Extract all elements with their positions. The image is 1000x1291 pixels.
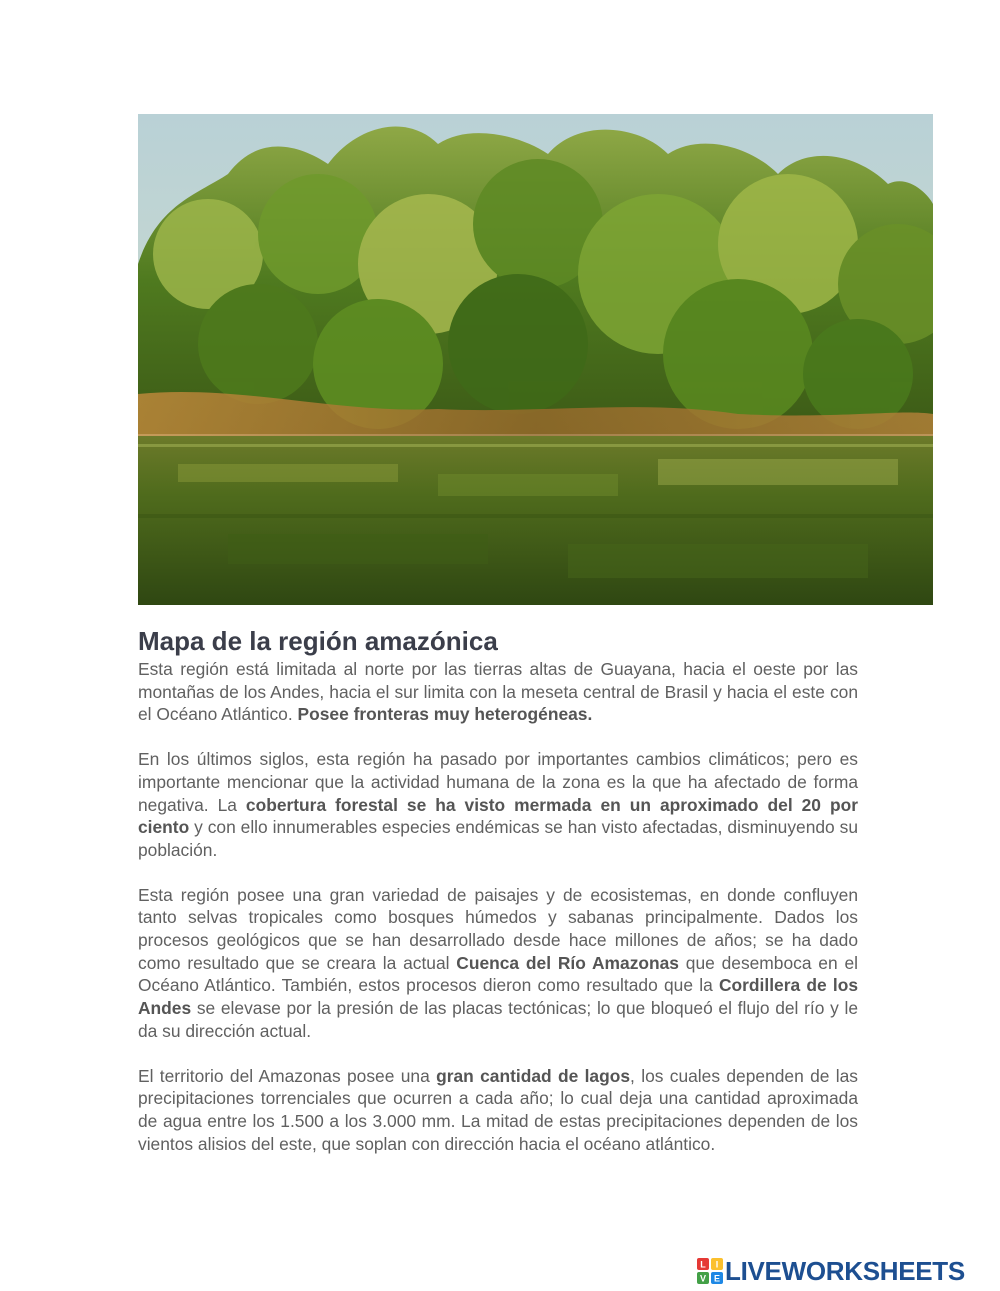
text-run: Esta región posee una gran variedad de paisajes y de ecosistemas, en donde confluyen tanto selvas tropicales como bosques húmedos y sabanas principalmente. Dados los procesos geológicos que se han desarrollado desde hace millones de años; se ha dado como resultado que se creara la actual [138,884,858,973]
rainforest-river-photo [138,114,933,605]
text-run: Esta región está limitada al norte por las tierras altas de Guayana, hacia el oeste por las montañas de los Andes, hacia el sur limita con la meseta central de Brasil y hacia el este con el Océano Atlántico. [138,659,858,725]
article [138,624,858,1177]
brand-name: LIVEWORKSHEETS [725,1256,965,1286]
text-run: En los últimos siglos, esta región ha pasado por importantes cambios climáticos; pero es importante mencionar que la actividad humana de la zona es la que ha afectado de forma negativa. La [138,749,858,815]
logo-letter-i: I [715,1259,719,1270]
paragraph-2 [138,748,858,862]
bold-phrase: cobertura forestal se ha visto mermada en un aproximado del 20 por ciento [138,794,858,838]
bold-phrase: gran cantidad de lagos [436,1065,631,1086]
paragraph-3 [138,884,858,1043]
text-run: , los cuales dependen de las precipitaciones torrenciales que ocurren a cada año; lo cual deja una cantidad aproximada de agua entre los 1.500 a los 3.000 mm. La mitad de estas precipitaciones dependen de los vientos alisios del este, que soplan con dirección hacia el océano atlántico. [138,1065,859,1154]
liveworksheets-brand [697,1256,965,1286]
page-title: Mapa de la región amazónica [138,626,498,656]
paragraph-4 [138,1065,858,1156]
bold-phrase: Cordillera de los Andes [138,975,858,1019]
text-run: El territorio del Amazonas posee una [138,1065,437,1086]
text-run: y con ello innumerables especies endémicas se han visto afectadas, disminuyendo su población. [138,817,858,860]
text-run: se elevase por la presión de las placas tectónicas; lo que bloqueó el flujo del río y le da su dirección actual. [138,998,858,1041]
liveworksheets-logo-icon [697,1258,723,1284]
logo-letter-v: V [699,1273,707,1284]
text-run: que desemboca en el Océano Atlántico. También, estos procesos dieron como resultado que la [138,952,858,996]
bold-phrase: Cuenca del Río Amazonas [456,952,679,973]
logo-letter-e: E [713,1273,721,1284]
bold-phrase: Posee fronteras muy heterogéneas. [297,704,593,725]
logo-letter-l: L [700,1259,706,1270]
paragraph-1 [138,658,858,726]
